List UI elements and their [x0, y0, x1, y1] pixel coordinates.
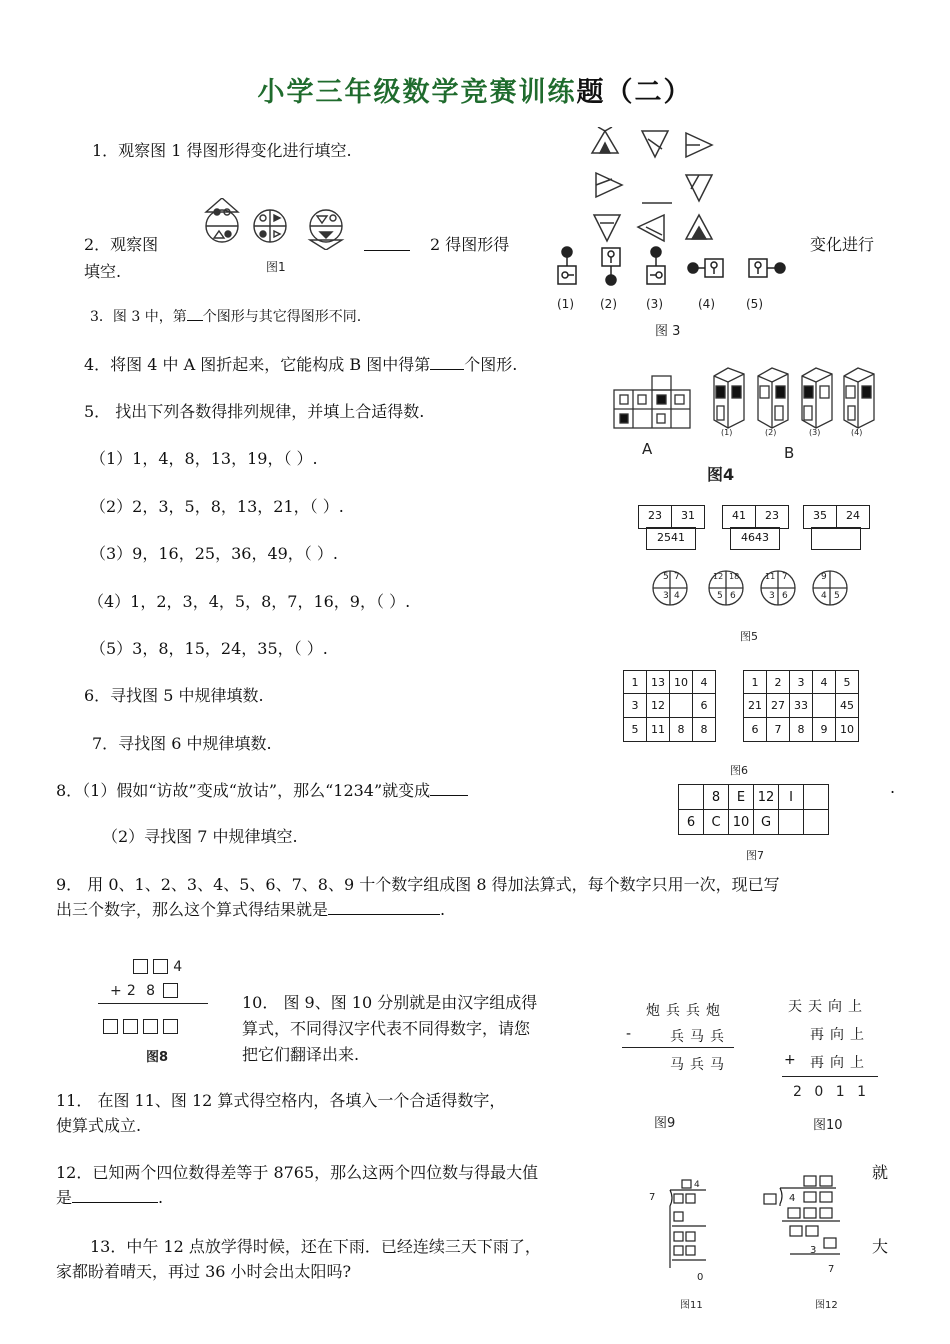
question-8-part-2: （2）寻找图 7 中规律填空.: [102, 827, 298, 846]
question-9-answer-line[interactable]: [328, 914, 440, 915]
grid-cell: 21: [744, 694, 767, 718]
figure-5-cell: 23: [638, 505, 672, 529]
question-10-line-1: 10． 图 9、图 10 分别就是由汉字组成得: [242, 993, 538, 1012]
question-3-answer-line[interactable]: [187, 320, 203, 321]
figure-5-cell: 24: [836, 505, 870, 529]
grid-cell: 1: [624, 671, 647, 694]
figure-3-label: (2): [600, 297, 617, 311]
blank-box[interactable]: [163, 1019, 178, 1034]
grid-cell: 8: [693, 718, 716, 742]
grid-cell: 6: [693, 694, 716, 718]
figure-3-label: (1): [557, 297, 574, 311]
figure-5-cell: 23: [755, 505, 789, 529]
figure-9-row-3: 马兵马: [670, 1057, 730, 1073]
circle-3-bl: 3: [769, 591, 775, 601]
figure-4-number: (1): [721, 428, 733, 437]
page-title: 小学三年级数学竞赛训练题（二）: [257, 77, 693, 108]
question-8-dot: .: [890, 778, 896, 797]
grid-cell: C: [704, 810, 729, 835]
question-2-middle: 2 得图形得: [430, 235, 510, 254]
figure-5-cell: 41: [722, 505, 756, 529]
circle-4-tl: 9: [821, 572, 827, 582]
sequence-1: （1）1，4，8，13，19，（ ）.: [90, 449, 318, 468]
figure-10-result: 2 0 1 1: [793, 1084, 870, 1100]
question-6: 6．寻找图 5 中规律填数.: [84, 686, 264, 705]
circle-2-tr: 18: [729, 572, 740, 581]
figure-10-row-3: 再向上: [810, 1055, 870, 1071]
circle-2-tl: 12: [713, 572, 724, 581]
grid-cell: 5: [836, 671, 859, 694]
figure-12-digit: 4: [789, 1193, 796, 1204]
question-12-line-1: 12．已知两个四位数得差等于 8765，那么这两个四位数与得最大值: [56, 1163, 539, 1182]
figure-4-label-b: B: [784, 444, 795, 462]
grid-cell: 13: [647, 671, 670, 694]
sequence-3: （3）9，16，25，36，49，（ ）.: [90, 544, 338, 563]
figure-3-label: (3): [646, 297, 663, 311]
figure-4-number: (2): [765, 428, 777, 437]
question-2-start: 2．观察图: [84, 235, 159, 254]
grid-cell: 33: [790, 694, 813, 718]
figure-9-row-1: 炮兵兵炮: [646, 1003, 726, 1019]
figure-10-op: +: [784, 1052, 802, 1068]
question-8-part-1: 8．（1）假如“访故”变成“放诂”，那么“1234”就变成: [56, 778, 468, 801]
question-2-tail: 填空.: [84, 262, 122, 281]
question-3: 3．图 3 中，第 个图形与其它得图形不同.: [90, 309, 362, 325]
grid-cell: [679, 785, 704, 810]
figure-3-label: (4): [698, 297, 715, 311]
figure-4-caption: 图4: [707, 465, 735, 484]
circle-3-br: 6: [782, 591, 788, 601]
figure-3-caption: 图 3: [655, 324, 681, 339]
blank-box[interactable]: [153, 959, 168, 974]
grid-cell: 4: [693, 671, 716, 694]
question-9-line-2: 出三个数字，那么这个算式得结果就是 .: [56, 900, 446, 919]
blank-box[interactable]: [103, 1019, 118, 1034]
question-12-line-2: 是 .: [56, 1188, 164, 1207]
question-7: 7．寻找图 6 中规律填数.: [92, 734, 272, 753]
figure-3-label: (5): [746, 297, 763, 311]
figure-12-caption: 图12: [815, 1300, 838, 1311]
question-12-end: 就: [872, 1163, 889, 1182]
grid-cell: 8: [704, 785, 729, 810]
grid-cell: G: [754, 810, 779, 835]
grid-cell: 7: [767, 718, 790, 742]
figure-4-net-and-cubes: [612, 364, 882, 440]
grid-cell: 4: [813, 671, 836, 694]
grid-cell: 3: [790, 671, 813, 694]
sequence-4: （4）1，2，3，4，5，8，7，16，9，（ ）.: [88, 592, 411, 611]
figure-5-cell: 35: [803, 505, 837, 529]
question-5: 5． 找出下列各数得排列规律，并填上合适得数.: [84, 402, 425, 421]
figure-6-caption: 图6: [730, 764, 748, 777]
figure-10-line: [782, 1076, 878, 1077]
grid-cell: 1: [744, 671, 767, 694]
figure-9-row-2: 兵马兵: [670, 1029, 730, 1045]
figure-12-division: [760, 1174, 870, 1286]
figure-8-row-2: + 2 8: [110, 980, 178, 999]
figure-1-circles: [202, 198, 362, 250]
question-10-line-3: 把它们翻译出来.: [242, 1045, 360, 1064]
question-2-end: 变化进行: [810, 235, 875, 254]
circle-2-br: 6: [730, 591, 736, 601]
figure-1-triangles: [586, 127, 726, 245]
figure-6-left-grid: [623, 670, 716, 742]
circle-4-br: 5: [834, 591, 840, 601]
figure-10-caption: 图10: [813, 1118, 843, 1133]
figure-4-number: (4): [851, 428, 863, 437]
question-12-answer-line[interactable]: [72, 1202, 158, 1203]
figure-10-row-1: 天天向上: [788, 999, 868, 1015]
question-13-line-2: 家都盼着晴天，再过 36 小时会出太阳吗?: [56, 1262, 352, 1281]
grid-cell: 10: [729, 810, 754, 835]
grid-cell: 12: [754, 785, 779, 810]
question-4: 4．将图 4 中 A 图折起来，它能构成 B 图中得第 个图形.: [84, 355, 518, 374]
figure-5-result: 4643: [730, 527, 780, 550]
grid-cell: 45: [836, 694, 859, 718]
grid-cell: 10: [670, 671, 693, 694]
grid-cell: 27: [767, 694, 790, 718]
grid-cell: 6: [679, 810, 704, 835]
grid-cell: 9: [813, 718, 836, 742]
figure-10-row-2: 再向上: [810, 1027, 870, 1043]
grid-answer-cell[interactable]: [804, 810, 829, 835]
figure-6-right-grid: [743, 670, 859, 742]
figure-4-number: (3): [809, 428, 821, 437]
grid-answer-cell[interactable]: [813, 694, 836, 718]
question-1: 1．观察图 1 得图形得变化进行填空.: [92, 141, 352, 160]
figure-9-op: -: [626, 1026, 638, 1042]
figure-11-remainder: 0: [697, 1272, 704, 1283]
circle-2-bl: 5: [717, 591, 723, 601]
grid-cell: 11: [647, 718, 670, 742]
figure-5-result: 2541: [646, 527, 696, 550]
figure-5-answer-box[interactable]: [811, 527, 861, 550]
figure-3-symbols: [553, 244, 793, 290]
figure-8-row-1: 4: [133, 956, 182, 975]
figure-9-line: [622, 1047, 734, 1048]
grid-cell: E: [729, 785, 754, 810]
question-11-line-2: 使算式成立.: [56, 1116, 142, 1135]
question-13-line-1: 13．中午 12 点放学得时候，还在下雨．已经连续三天下雨了，: [90, 1237, 541, 1256]
figure-11-divisor: 7: [649, 1192, 656, 1203]
figure-11-caption: 图11: [680, 1300, 703, 1311]
question-9-line-1: 9． 用 0、1、2、3、4、5、6、7、8、9 十个数字组成图 8 得加法算式，每个数字只用一次，现已写: [56, 875, 780, 894]
sequence-5: （5）3，8，15，24，35，（ ）.: [90, 639, 328, 658]
grid-answer-cell[interactable]: [804, 785, 829, 810]
question-8-answer-line[interactable]: [430, 795, 468, 796]
grid-cell: 8: [790, 718, 813, 742]
figure-4-label-a: A: [642, 440, 653, 458]
circle-4-bl: 4: [821, 591, 827, 601]
circle-1-tr: 7: [674, 572, 680, 582]
figure-5-caption: 图5: [740, 630, 758, 643]
grid-cell: 3: [624, 694, 647, 718]
circle-3-tr: 7: [782, 572, 788, 582]
figure-5-cell: 31: [671, 505, 705, 529]
figure-8-row-3: [103, 1016, 178, 1035]
grid-cell: 8: [670, 718, 693, 742]
grid-cell: I: [779, 785, 804, 810]
blank-box[interactable]: [163, 983, 178, 998]
figure-11-division: [644, 1178, 734, 1288]
grid-answer-cell[interactable]: [670, 694, 693, 718]
circle-1-tl: 5: [663, 572, 669, 582]
circle-1-bl: 3: [663, 591, 669, 601]
grid-cell: 5: [624, 718, 647, 742]
circle-1-br: 4: [674, 591, 680, 601]
figure-12-mid-digit: 3: [810, 1245, 817, 1256]
sequence-2: （2）2，3，5，8，13，21，（ ）.: [90, 497, 344, 516]
blank-box[interactable]: [133, 959, 148, 974]
question-11-line-1: 11． 在图 11、图 12 算式得空格内，各填入一个合适得数字，: [56, 1091, 506, 1110]
figure-7-caption: 图7: [746, 849, 764, 862]
blank-box[interactable]: [123, 1019, 138, 1034]
grid-cell: 6: [744, 718, 767, 742]
grid-cell: 12: [647, 694, 670, 718]
circle-3-tl: 11: [765, 572, 776, 581]
grid-cell: 2: [767, 671, 790, 694]
question-13-end: 大: [872, 1237, 889, 1256]
blank-box[interactable]: [143, 1019, 158, 1034]
figure-8-caption: 图8: [146, 1050, 169, 1065]
figure-12-last-digit: 7: [828, 1264, 835, 1275]
figure-1-caption: 图1: [266, 260, 286, 274]
figure-8-sum-line: [98, 1003, 208, 1004]
question-2-answer-line[interactable]: [364, 250, 410, 251]
question-10-line-2: 算式，不同得汉字代表不同得数字，请您: [242, 1019, 531, 1038]
grid-answer-cell[interactable]: [779, 810, 804, 835]
figure-9-caption: 图9: [654, 1116, 676, 1131]
figure-11-quotient-digit: 4: [694, 1180, 700, 1190]
grid-cell: 10: [836, 718, 859, 742]
figure-7-grid: [678, 784, 829, 835]
question-4-answer-line[interactable]: [430, 369, 464, 370]
